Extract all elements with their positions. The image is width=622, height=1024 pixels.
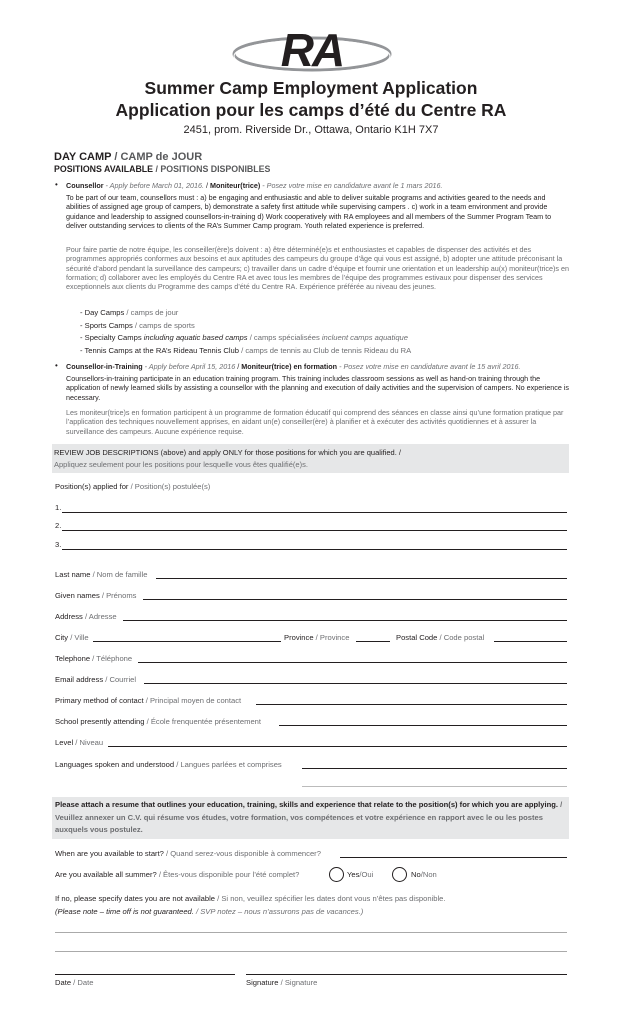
cit-description-en: Counsellors-in-training participate in an education training program. This training includes classroom sessions as well as hand-on training through the application of newly learned skills by assisting a counsellor with the planning and execution of daily activities and the supervision of campers. No experience is necessary. <box>66 374 570 402</box>
postal-code-input[interactable] <box>494 641 567 642</box>
given-names-label: Given names / Prénoms <box>55 591 137 600</box>
bullet: • <box>55 361 58 370</box>
last-name-input[interactable] <box>156 578 567 579</box>
counsellor-heading: Counsellor - Apply before March 01, 2016. / Moniteur(trice) - Posez votre mise en candidature avant le 1 mars 2016. <box>66 181 443 190</box>
date-input[interactable] <box>55 974 235 975</box>
unavailable-dates-input-1[interactable] <box>55 932 567 933</box>
position-3-input[interactable] <box>62 549 567 550</box>
resume-notice <box>52 797 569 839</box>
province-input[interactable] <box>356 641 390 642</box>
languages-input-1[interactable] <box>302 768 567 769</box>
camp-item: - Specialty Camps including aquatic based camps / camps spécialisées incluent camps aquatique <box>80 333 408 342</box>
level-input[interactable] <box>108 746 567 747</box>
unavailable-dates-label: If no, please specify dates you are not available / Si non, veuillez spécifier les dates dont vous n’êtes pas disponible. <box>55 894 446 903</box>
review-notice <box>52 444 569 473</box>
cit-heading: Counsellor-in-Training - Apply before April 15, 2016 / Moniteur(trice) en formation - Posez votre mise en candidature avant le 15 avril 2016. <box>66 362 521 371</box>
start-date-input[interactable] <box>340 857 567 858</box>
bullet: • <box>55 180 58 189</box>
review-text-fr: Appliquez seulement pour les positions pour lesquelle vous êtes qualifié(e)s. <box>54 460 308 469</box>
province-label: Province / Province <box>284 633 350 642</box>
no-label: No/Non <box>411 870 437 879</box>
review-text-en: REVIEW JOB DESCRIPTIONS (above) and apply ONLY for those positions for which you are qualified. / <box>54 448 401 457</box>
position-number: 3. <box>55 540 62 549</box>
positions-heading: POSITIONS AVAILABLE / POSITIONS DISPONIBLES <box>54 164 271 174</box>
counsellor-description-en: To be part of our team, counsellors must : a) be engaging and enthusiastic and able to deliver suitable programs and activities geared to the needs and abilities of assigned age group of campers, b) demonstrate a safety first attitude while supervising campers . c) work in a team environment and provide guidance and leadership to assigned counsellors-in-training d) Work cooperatively with RA employees and all members of the Summer Program Team to deliver outstanding services to clients of the RA’s Summer Camp program. Youth related experience is preferred. <box>66 193 552 230</box>
contact-method-label: Primary method of contact / Principal moyen de contact <box>55 696 242 705</box>
time-off-note: (Please note – time off is not guaranteed. / SVP notez – nous n’assurons pas de vacances.) <box>55 907 364 916</box>
positions-applied-label: Position(s) applied for / Position(s) postulée(s) <box>55 482 211 491</box>
title-french: Application pour les camps d’été du Centre RA <box>115 100 507 120</box>
given-names-input[interactable] <box>143 599 567 600</box>
signature-input[interactable] <box>246 974 567 975</box>
title-english: Summer Camp Employment Application <box>144 78 478 98</box>
signature-label: Signature / Signature <box>246 978 318 987</box>
position-1-input[interactable] <box>62 512 567 513</box>
email-input[interactable] <box>144 683 567 684</box>
ra-logo <box>232 22 392 78</box>
counsellor-description-fr: Pour faire partie de notre équipe, les conseiller(ère)s doivent : a) être déterminé(e)s et enthousiastes et capables de dispenser des activités et des programmes appropriés conformes aux besoins et aux aptitudes des campeurs du groupe d’âge qui vous est assigné, b) adopter une attitude préconisant la sécurité d’abord pendant la surveillance des campeurs; c) travailler dans un cadre d’équipe et fournir une orientation et un leadership au(x) moniteur(trice)s en formation; d) collaborer avec les employés du Centre RA et avec tous les membres de l’équipe des programmes estivaux pour dispenser des services exceptionnels aux clients du Programme des camps d’été du Centre RA. Expérience préférée au niveau des jeunes. <box>66 245 570 292</box>
camp-item: - Sports Camps / camps de sports <box>80 321 195 330</box>
camp-item: - Day Camps / camps de jour <box>80 308 179 317</box>
yes-label: Yes/Oui <box>347 870 374 879</box>
start-date-label: When are you available to start? / Quand serez-vous disponible à commencer? <box>55 849 321 858</box>
cit-description-fr: Les moniteur(trice)s en formation participent à un programme de formation éducatif qui comprend des séances en classe ainsi qu’une formation pratique par l’application des techniques nouvellement apprises, en aidant un(e) conseiller(ère) à planifier et à exécuter des activités quotidiennes et à assurer la surveillance des campeurs. Aucune expérience requise. <box>66 408 564 436</box>
summer-availability-label: Are you available all summer? / Êtes-vous disponible pour l’été complet? <box>55 870 300 879</box>
email-label: Email address / Courriel <box>55 675 137 684</box>
address-line: 2451, prom. Riverside Dr., Ottawa, Ontario K1H 7X7 <box>183 124 439 136</box>
school-label: School presently attending / École frenquentée présentement <box>55 717 262 726</box>
address-label: Address / Adresse <box>55 612 117 621</box>
city-label: City / Ville <box>55 633 89 642</box>
position-number: 2. <box>55 521 62 530</box>
section-heading: DAY CAMP / CAMP de JOUR <box>54 151 203 163</box>
resume-notice-text: Please attach a resume that outlines your education, training, skills and experience that relate to the position(s) for which you are applying. / Veuillez annexer un C.V. qui résume vos études, votre formation, vos compétences et votre expérience en rapport avec le ou les postes auxquels vous postulez. <box>55 800 563 834</box>
telephone-label: Telephone / Téléphone <box>55 654 133 663</box>
postal-code-label: Postal Code / Code postal <box>396 633 485 642</box>
svg-text:RA: RA <box>280 24 344 76</box>
languages-label: Languages spoken and understood / Langues parlées et comprises <box>55 760 282 769</box>
camp-item: - Tennis Camps at the RA’s Rideau Tennis Club / camps de tennis au Club de tennis Rideau du RA <box>80 346 412 355</box>
languages-input-2[interactable] <box>302 786 567 787</box>
yes-radio[interactable] <box>329 867 344 882</box>
position-2-input[interactable] <box>62 530 567 531</box>
telephone-input[interactable] <box>138 662 567 663</box>
unavailable-dates-input-2[interactable] <box>55 951 567 952</box>
city-input[interactable] <box>93 641 281 642</box>
level-label: Level / Niveau <box>55 738 104 747</box>
school-input[interactable] <box>279 725 567 726</box>
address-input[interactable] <box>123 620 567 621</box>
contact-method-input[interactable] <box>256 704 567 705</box>
position-number: 1. <box>55 503 62 512</box>
no-radio[interactable] <box>392 867 407 882</box>
last-name-label: Last name / Nom de famille <box>55 570 148 579</box>
date-label: Date / Date <box>55 978 94 987</box>
